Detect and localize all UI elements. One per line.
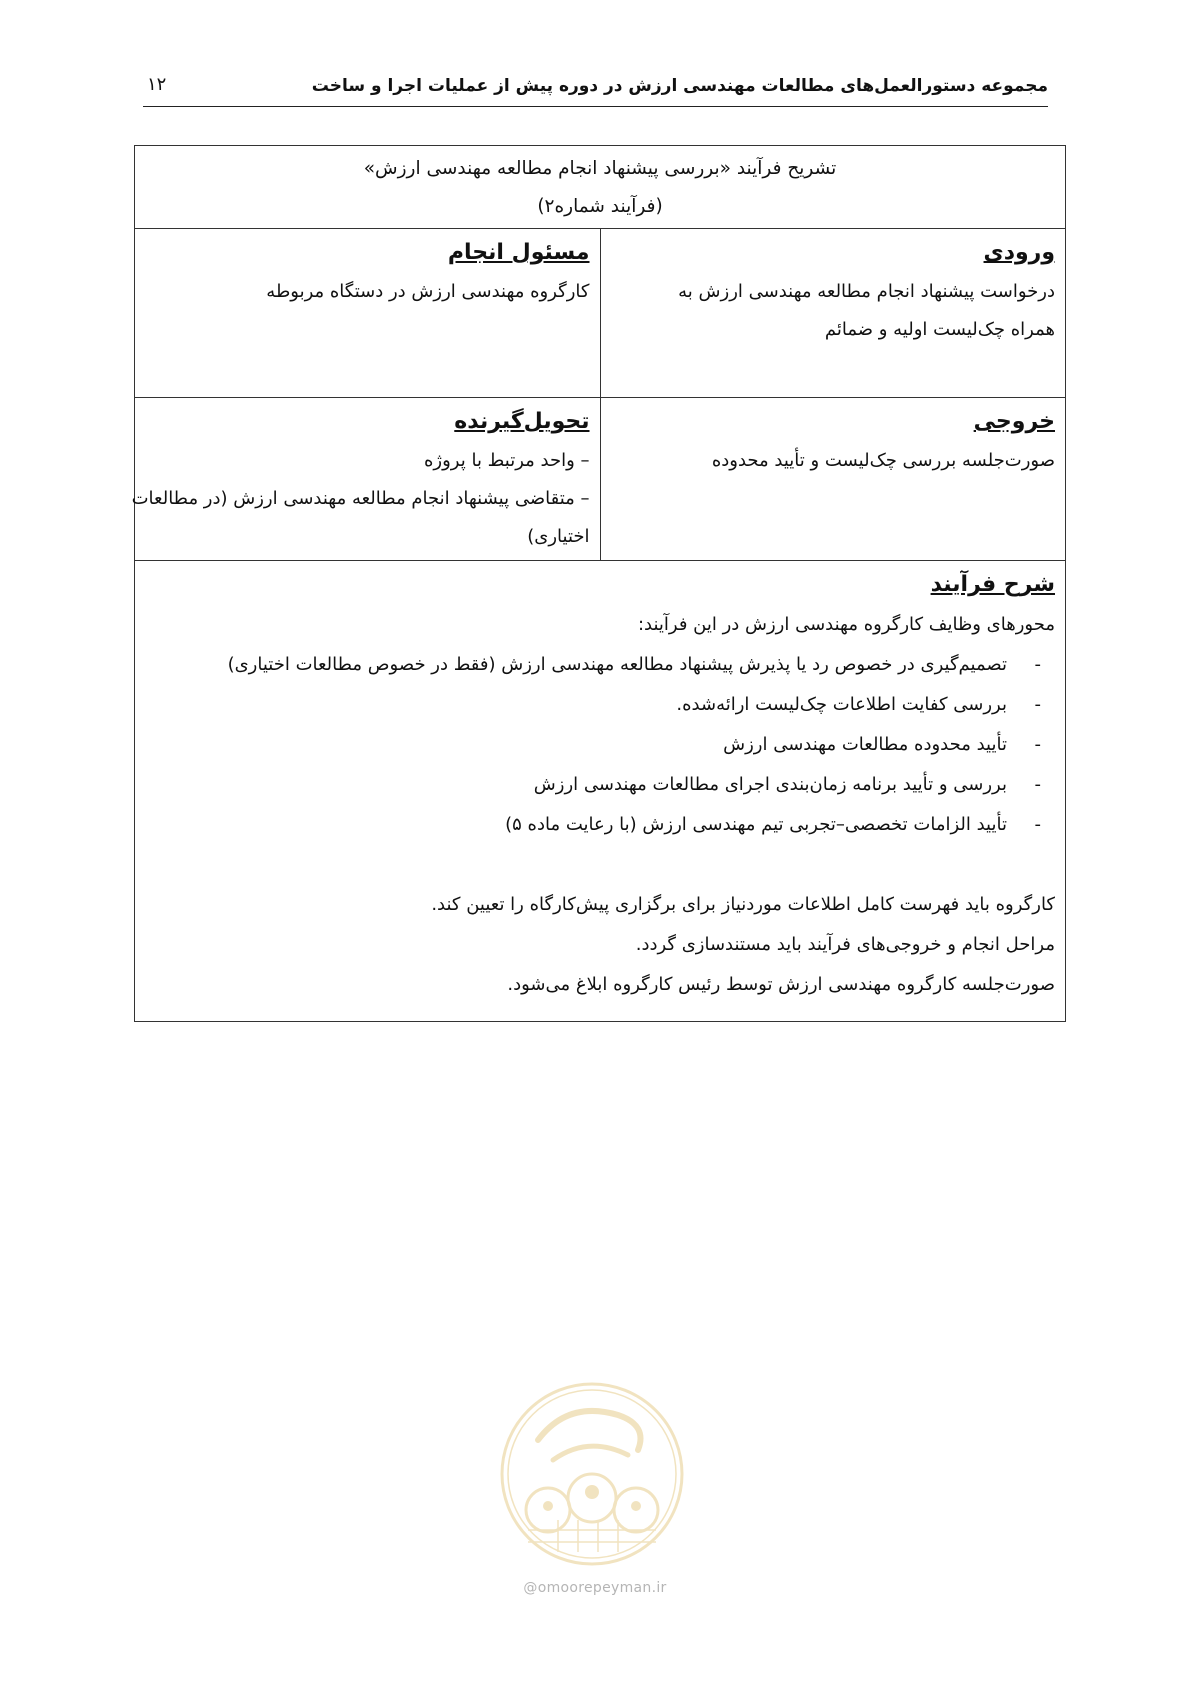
document-title: مجموعه دستورالعمل‌های مطالعات مهندسی ارزش در دوره پیش از عملیات اجرا و ساخت <box>311 76 1048 96</box>
process-title: تشریح فرآیند «بررسی پیشنهاد انجام مطالعه مهندسی ارزش» <box>363 158 837 179</box>
output-cell <box>600 398 1066 561</box>
spacer <box>145 845 1055 885</box>
responsible-text: کارگروه مهندسی ارزش در دستگاه مربوطه <box>266 281 590 302</box>
dash-bullet: - <box>1034 734 1041 755</box>
receiver-item: اختیاری) <box>527 526 590 547</box>
input-text: درخواست پیشنهاد انجام مطالعه مهندسی ارزش به <box>678 281 1055 302</box>
output-heading: خروجی <box>973 409 1055 434</box>
list-item-text: بررسی و تأیید برنامه زمان‌بندی اجرای مطالعات مهندسی ارزش <box>533 774 1007 795</box>
input-heading: ورودی <box>983 240 1055 265</box>
list-item <box>145 765 1055 805</box>
list-item-text: تأیید الزامات تخصصی–تجربی تیم مهندسی ارزش (با رعایت ماده ۵) <box>505 814 1007 835</box>
input-text: همراه چک‌لیست اولیه و ضمائم <box>824 319 1055 340</box>
list-item <box>145 645 1055 685</box>
note-line: صورت‌جلسه کارگروه مهندسی ارزش توسط رئیس کارگروه ابلاغ می‌شود. <box>507 974 1055 995</box>
list-item <box>145 685 1055 725</box>
process-number: (فرآیند شماره۲) <box>537 196 663 217</box>
watermark-logo-icon <box>498 1380 686 1568</box>
page-number: ۱۲ <box>147 74 167 95</box>
list-item-text: بررسی کفایت اطلاعات چک‌لیست ارائه‌شده. <box>676 694 1007 715</box>
table-row <box>135 561 1066 1022</box>
description-heading: شرح فرآیند <box>930 572 1055 597</box>
duty-list <box>145 645 1055 845</box>
dash-bullet: - <box>1034 814 1041 835</box>
list-item-text: تأیید محدوده مطالعات مهندسی ارزش <box>723 734 1007 755</box>
list-item <box>145 805 1055 845</box>
description-cell <box>135 561 1066 1022</box>
table-row <box>135 398 1066 561</box>
receiver-item: – متقاضی پیشنهاد انجام مطالعه مهندسی ارزش (در مطالعات <box>131 488 590 509</box>
output-text: صورت‌جلسه بررسی چک‌لیست و تأیید محدوده <box>711 450 1055 471</box>
list-item-text: تصمیم‌گیری در خصوص رد یا پذیرش پیشنهاد مطالعه مهندسی ارزش (فقط در خصوص مطالعات اختیاری) <box>227 654 1007 675</box>
table-title-cell <box>135 146 1066 229</box>
dash-bullet: - <box>1034 694 1041 715</box>
note-line: کارگروه باید فهرست کامل اطلاعات موردنیاز برای برگزاری پیش‌کارگاه را تعیین کند. <box>431 894 1055 915</box>
table-title-row <box>135 146 1066 229</box>
table-row <box>135 229 1066 398</box>
note-line: مراحل انجام و خروجی‌های فرآیند باید مستندسازی گردد. <box>635 934 1055 955</box>
input-cell <box>600 229 1066 398</box>
receiver-item: – واحد مرتبط با پروژه <box>423 450 590 471</box>
dash-bullet: - <box>1034 654 1041 675</box>
receiver-cell <box>131 398 601 561</box>
description-intro: محورهای وظایف کارگروه مهندسی ارزش در این فرآیند: <box>637 614 1055 635</box>
watermark-url: @omoorepeyman.ir <box>523 1580 667 1596</box>
responsible-cell <box>135 229 601 398</box>
process-table <box>131 145 1066 1022</box>
page-header <box>143 72 1048 107</box>
responsible-heading: مسئول انجام <box>447 240 590 265</box>
receiver-heading: تحویل‌گیرنده <box>454 409 590 434</box>
list-item <box>145 725 1055 765</box>
dash-bullet: - <box>1034 774 1041 795</box>
